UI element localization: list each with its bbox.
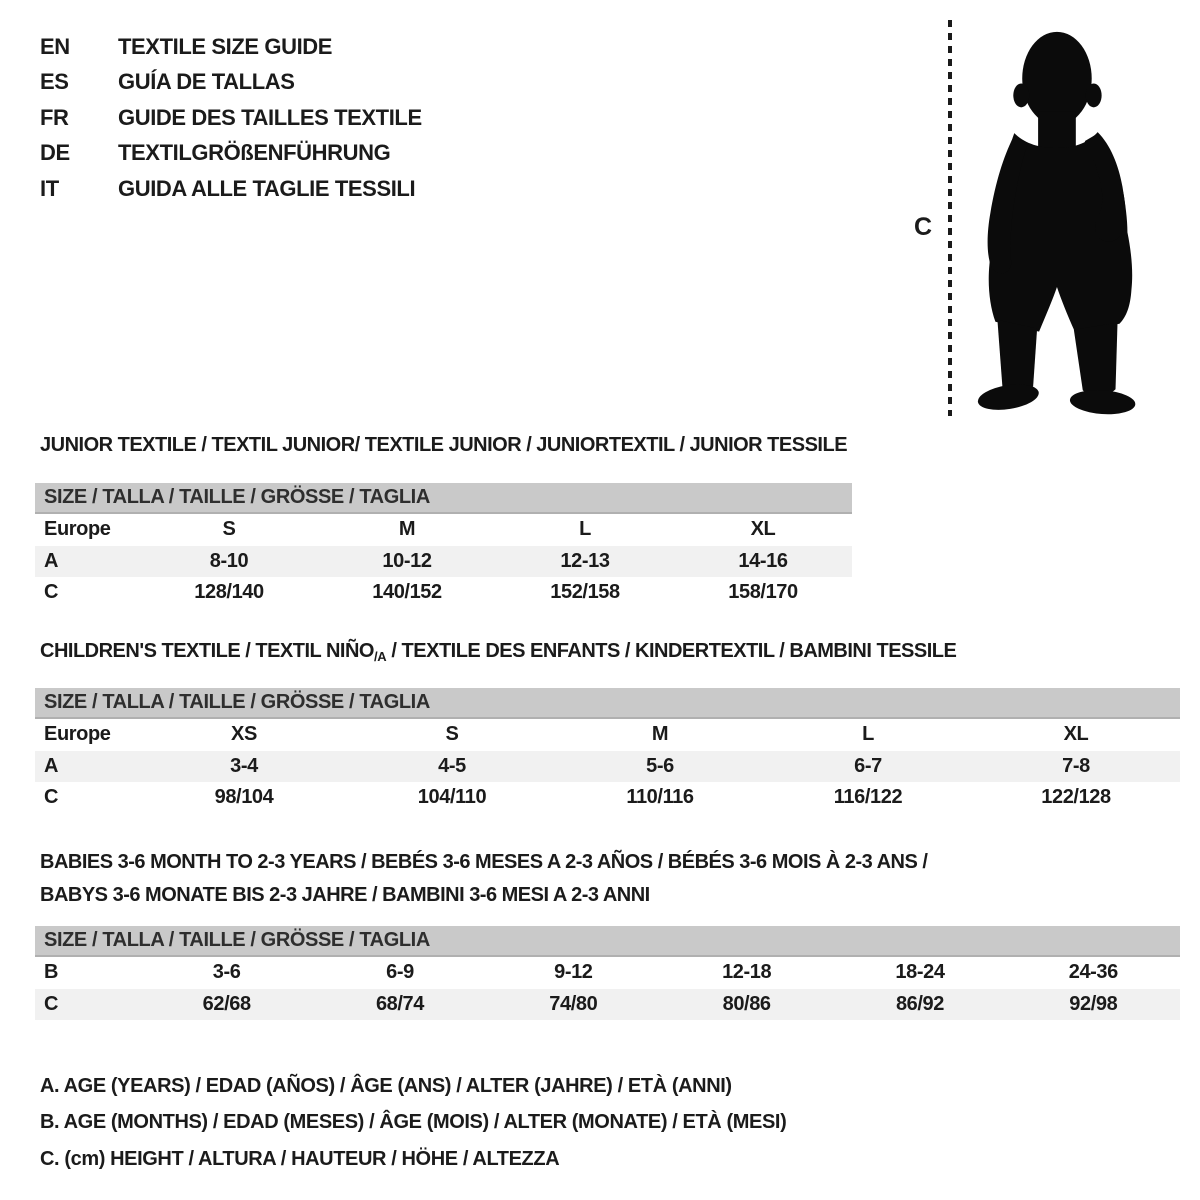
table-cell: 14-16 <box>738 549 788 572</box>
table-cell: 12-18 <box>722 961 772 984</box>
column-header: M <box>651 723 669 746</box>
language-code: EN <box>40 33 70 59</box>
table-cell: 68/74 <box>375 992 425 1015</box>
table-row-age <box>35 546 852 578</box>
children-heading-text: CHILDREN'S TEXTILE / TEXTIL NIÑO <box>40 640 374 662</box>
guide-title: TEXTILE SIZE GUIDE <box>118 33 333 59</box>
table-header-row <box>35 514 852 546</box>
table-header-row <box>35 719 1180 751</box>
table-row-age <box>35 751 1180 783</box>
table-row-height <box>35 577 852 609</box>
table-cell: 140/152 <box>372 581 442 604</box>
table-cell: 6-9 <box>386 961 414 984</box>
language-code: IT <box>40 175 59 201</box>
table-cell: 3-4 <box>230 754 258 777</box>
children-size-table <box>35 688 1180 814</box>
table-cell: 158/170 <box>728 581 798 604</box>
babies-section-heading <box>40 846 927 912</box>
region-label: Europe <box>44 518 111 541</box>
row-label: A <box>44 549 59 572</box>
row-label: C <box>44 581 59 604</box>
language-row-fr <box>40 100 422 136</box>
guide-title: GUIDA ALLE TAGLIE TESSILI <box>118 175 416 201</box>
table-row-age-months <box>35 957 1180 989</box>
children-section-heading <box>40 640 956 664</box>
column-header: S <box>222 518 236 541</box>
language-row-it <box>40 171 422 207</box>
table-cell: 3-6 <box>212 961 241 984</box>
table-cell: 98/104 <box>214 786 274 809</box>
language-code: DE <box>40 140 70 166</box>
footnote-age-years: A. AGE (YEARS) / EDAD (AÑOS) / ÂGE (ANS) / ALTER (JAHRE) / ETÀ (ANNI) <box>40 1074 732 1097</box>
column-header: XL <box>750 518 776 541</box>
table-cell: 92/98 <box>1069 992 1118 1015</box>
table-cell: 8-10 <box>209 549 249 572</box>
table-cell: 12-13 <box>560 549 610 572</box>
row-label: C <box>44 786 59 809</box>
size-band: SIZE / TALLA / TAILLE / GRÖSSE / TAGLIA <box>35 688 1180 719</box>
footnote-age-months: B. AGE (MONTHS) / EDAD (MESES) / ÂGE (MOIS) / ALTER (MONATE) / ETÀ (MESI) <box>40 1111 787 1134</box>
table-cell: 128/140 <box>194 581 264 604</box>
table-cell: 86/92 <box>895 992 944 1015</box>
size-band: SIZE / TALLA / TAILLE / GRÖSSE / TAGLIA <box>35 483 852 514</box>
table-cell: 24-36 <box>1068 961 1118 984</box>
children-heading-subscript: /A <box>373 649 387 664</box>
row-label: C <box>44 992 59 1015</box>
footnote-height-cm: C. (cm) HEIGHT / ALTURA / HAUTEUR / HÖHE / ALTEZZA <box>40 1147 560 1170</box>
table-cell: 80/86 <box>722 992 771 1015</box>
language-row-en <box>40 29 422 65</box>
junior-section-heading: JUNIOR TEXTILE / TEXTIL JUNIOR/ TEXTILE JUNIOR / JUNIORTEXTIL / JUNIOR TESSILE <box>40 434 848 456</box>
row-label: B <box>44 961 59 984</box>
children-heading-text: / TEXTILE DES ENFANTS / KINDERTEXTIL / BAMBINI TESSILE <box>386 640 957 662</box>
language-code: ES <box>40 69 69 95</box>
table-cell: 152/158 <box>550 581 620 604</box>
height-measure-label: C <box>914 213 933 241</box>
table-cell: 7-8 <box>1062 754 1090 777</box>
legend-footnotes <box>40 1068 786 1178</box>
language-code: FR <box>40 104 69 130</box>
table-cell: 116/122 <box>833 786 903 809</box>
babies-heading-line2: BABYS 3-6 MONATE BIS 2-3 JAHRE / BAMBINI 3-6 MESI A 2-3 ANNI <box>40 884 650 906</box>
toddler-silhouette-icon <box>962 16 1142 418</box>
table-cell: 104/110 <box>417 786 487 809</box>
table-cell: 6-7 <box>854 754 882 777</box>
babies-heading-line1: BABIES 3-6 MONTH TO 2-3 YEARS / BEBÉS 3-6 MESES A 2-3 AÑOS / BÉBÉS 3-6 MOIS À 2-3 ANS / <box>40 851 928 873</box>
table-row-height <box>35 782 1180 814</box>
region-label: Europe <box>44 723 111 746</box>
guide-title: TEXTILGRÖßENFÜHRUNG <box>118 140 391 166</box>
guide-title: GUÍA DE TALLAS <box>118 69 295 95</box>
language-title-list <box>40 29 422 207</box>
column-header: S <box>445 723 459 746</box>
table-cell: 62/68 <box>202 992 251 1015</box>
column-header: XS <box>231 723 257 746</box>
language-row-de <box>40 136 422 172</box>
table-cell: 10-12 <box>382 549 432 572</box>
column-header: L <box>862 723 874 746</box>
table-cell: 122/128 <box>1041 786 1111 809</box>
table-row-height <box>35 989 1180 1021</box>
size-band: SIZE / TALLA / TAILLE / GRÖSSE / TAGLIA <box>35 926 1180 957</box>
table-cell: 5-6 <box>646 754 674 777</box>
language-row-es <box>40 65 422 101</box>
babies-size-table <box>35 926 1180 1020</box>
column-header: L <box>579 518 591 541</box>
table-cell: 4-5 <box>438 754 466 777</box>
row-label: A <box>44 754 59 777</box>
column-header: M <box>398 518 416 541</box>
table-cell: 9-12 <box>554 961 593 984</box>
table-cell: 110/116 <box>626 786 694 809</box>
table-cell: 74/80 <box>549 992 598 1015</box>
height-dashed-line <box>948 20 952 416</box>
column-header: XL <box>1063 723 1089 746</box>
guide-title: GUIDE DES TAILLES TEXTILE <box>118 104 422 130</box>
table-cell: 18-24 <box>895 961 945 984</box>
junior-size-table <box>35 483 852 609</box>
